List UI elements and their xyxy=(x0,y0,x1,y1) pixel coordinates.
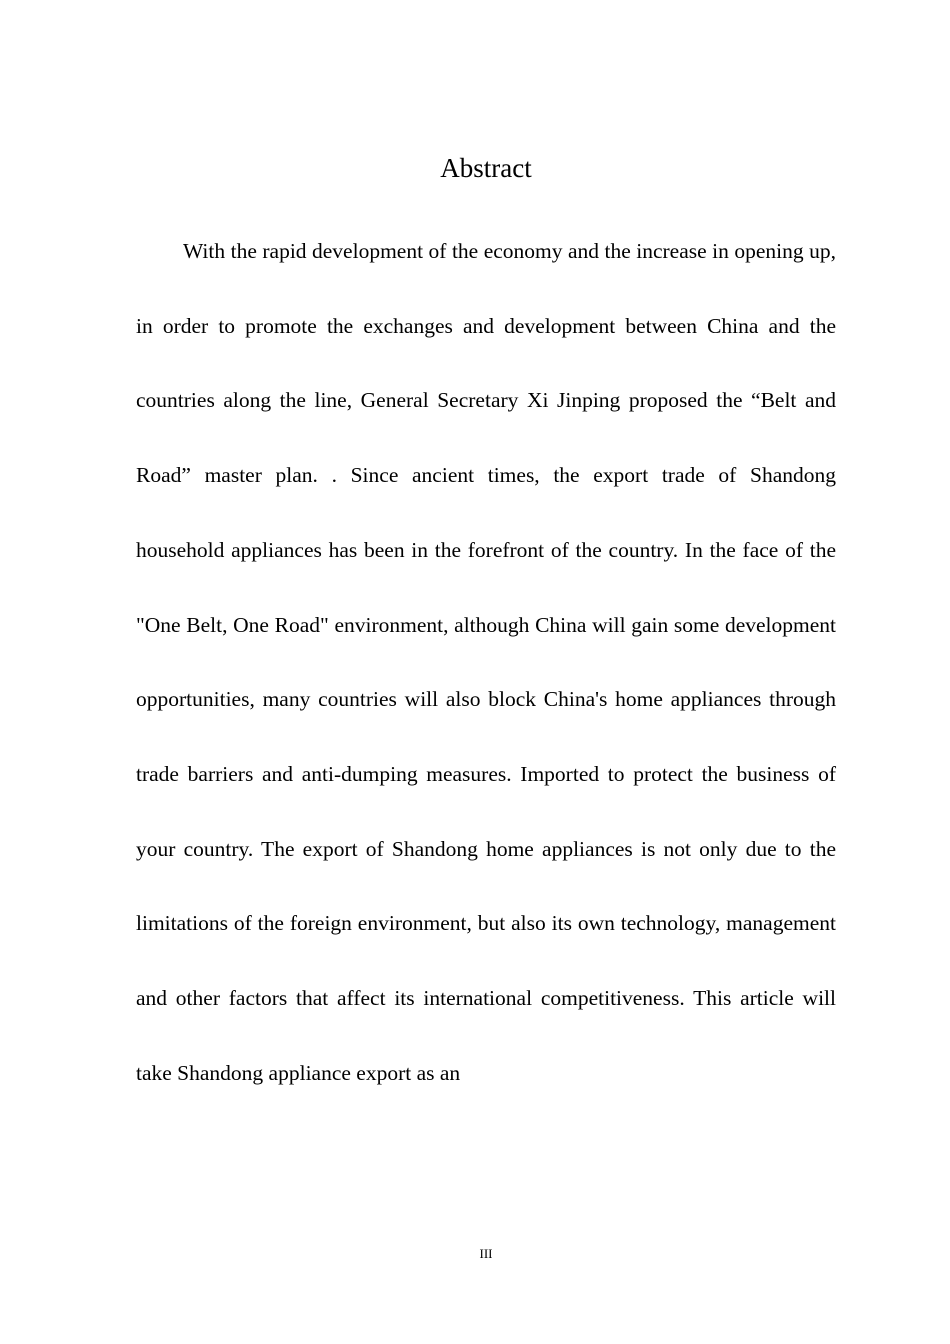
page-number: III xyxy=(479,1246,493,1261)
abstract-title: Abstract xyxy=(440,153,532,183)
abstract-paragraph: With the rapid development of the economy and the increase in opening up, in order to promote the exchanges and development between China and the countries along the line, General Secretary Xi Jinping proposed the “Belt and Road” master plan. . Since ancient times, the export trade of Shandong household appliances has been in the forefront of the country. In the face of the "One Belt, One Road" environment, although China will gain some development opportunities, many countries will also block China's home appliances through trade barriers and anti-dumping measures. Imported to protect the business of your country. The export of Shandong home appliances is not only due to the limitations of the foreign environment, but also its own technology, management and other factors that affect its international competitiveness. This article will take Shandong appliance export as an xyxy=(136,239,836,1085)
